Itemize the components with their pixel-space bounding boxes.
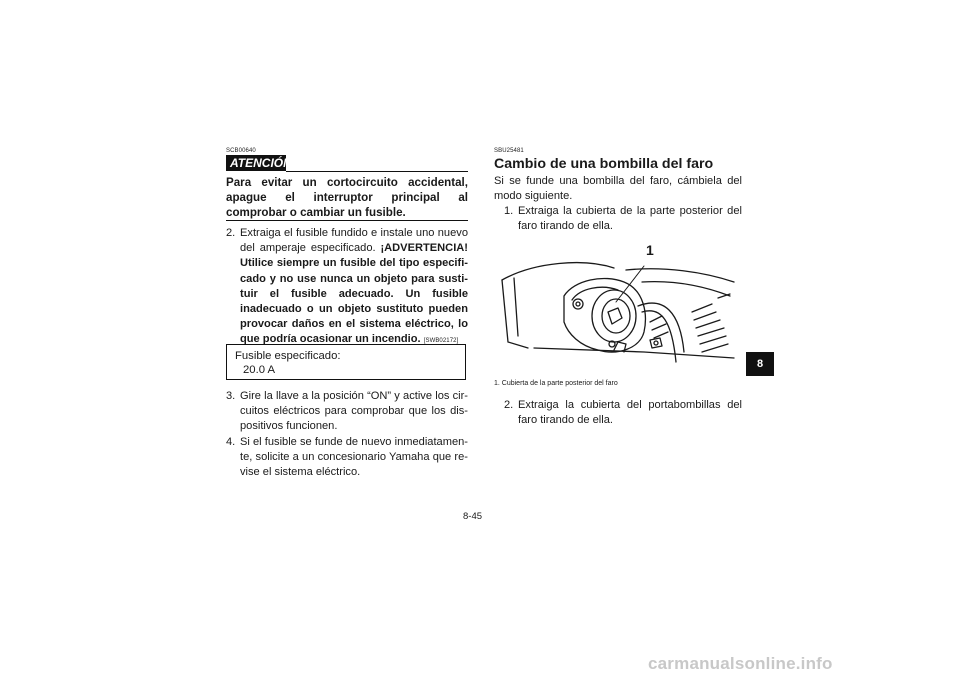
fuse-spec-label: Fusible especificado:: [235, 350, 341, 362]
figure-callout-1: 1: [646, 242, 654, 258]
section-code: SCB00640: [226, 148, 256, 154]
watermark: carmanualsonline.info: [648, 654, 833, 673]
step-3-number: 3.: [226, 390, 236, 402]
atencion-label: ATENCIÓN: [226, 155, 286, 171]
atencion-header: [226, 155, 468, 173]
intro-paragraph: Si se funde una bombilla del faro, cámbiela del modo siguiente.: [494, 175, 742, 203]
fuse-spec-box: [226, 344, 466, 380]
right-step-2-number: 2.: [504, 399, 514, 411]
page-number: 8-45: [463, 511, 483, 522]
atencion-rule: [286, 171, 468, 172]
right-step-2-text: Extraiga la cubierta del portabombillas del faro tirando de ella.: [518, 399, 742, 427]
atencion-text: Para evitar un cortocircuito accidental, apague el interruptor principal al comprobar o cambiar un fusible.: [226, 176, 468, 220]
step-4: [226, 435, 468, 481]
step-2-warning-code: [SWB02172]: [423, 338, 459, 345]
right-step-1-number: 1.: [504, 205, 514, 217]
headlight-illustration: [494, 252, 742, 372]
step-3: [226, 389, 468, 435]
atencion-bottom-rule: [226, 220, 468, 221]
right-step-1-text: Extraiga la cubierta de la parte posterior del faro tirando de ella.: [518, 205, 742, 233]
chapter-tab: 8: [746, 352, 774, 376]
right-step-1: [504, 204, 742, 234]
step-4-number: 4.: [226, 436, 236, 448]
figure-caption: 1. Cubierta de la parte posterior del faro: [494, 380, 618, 387]
headlight-figure: [494, 242, 742, 372]
step-3-text: Gire la llave a la posición “ON” y active los cir-cuitos eléctricos para comprobar que los dis-positivos funcionen.: [240, 390, 468, 433]
right-step-2: [504, 398, 742, 428]
section-code-right: SBU25481: [494, 148, 524, 154]
fuse-spec-value: 20.0 A: [243, 364, 276, 376]
step-2-warning: ¡ADVERTENCIA! Utilice siempre un fusible del tipo especifi-cado y no use nunca un objeto para susti-tuir el fusible adecuado. Un fusible inadecuado o un objeto sustituto pueden provocar daños en el sistema eléctrico, lo que podría ocasionar un incendio.: [240, 242, 468, 346]
step-2-text: Extraiga el fusible fundido e instale uno nuevo del amperaje especificado.: [240, 227, 468, 255]
step-2: [226, 226, 468, 350]
section-title: Cambio de una bombilla del faro: [494, 156, 714, 172]
step-4-text: Si el fusible se funde de nuevo inmediatamen-te, solicite a un concesionario Yamaha que re-vise el sistema eléctrico.: [240, 436, 468, 479]
step-2-number: 2.: [226, 227, 236, 239]
